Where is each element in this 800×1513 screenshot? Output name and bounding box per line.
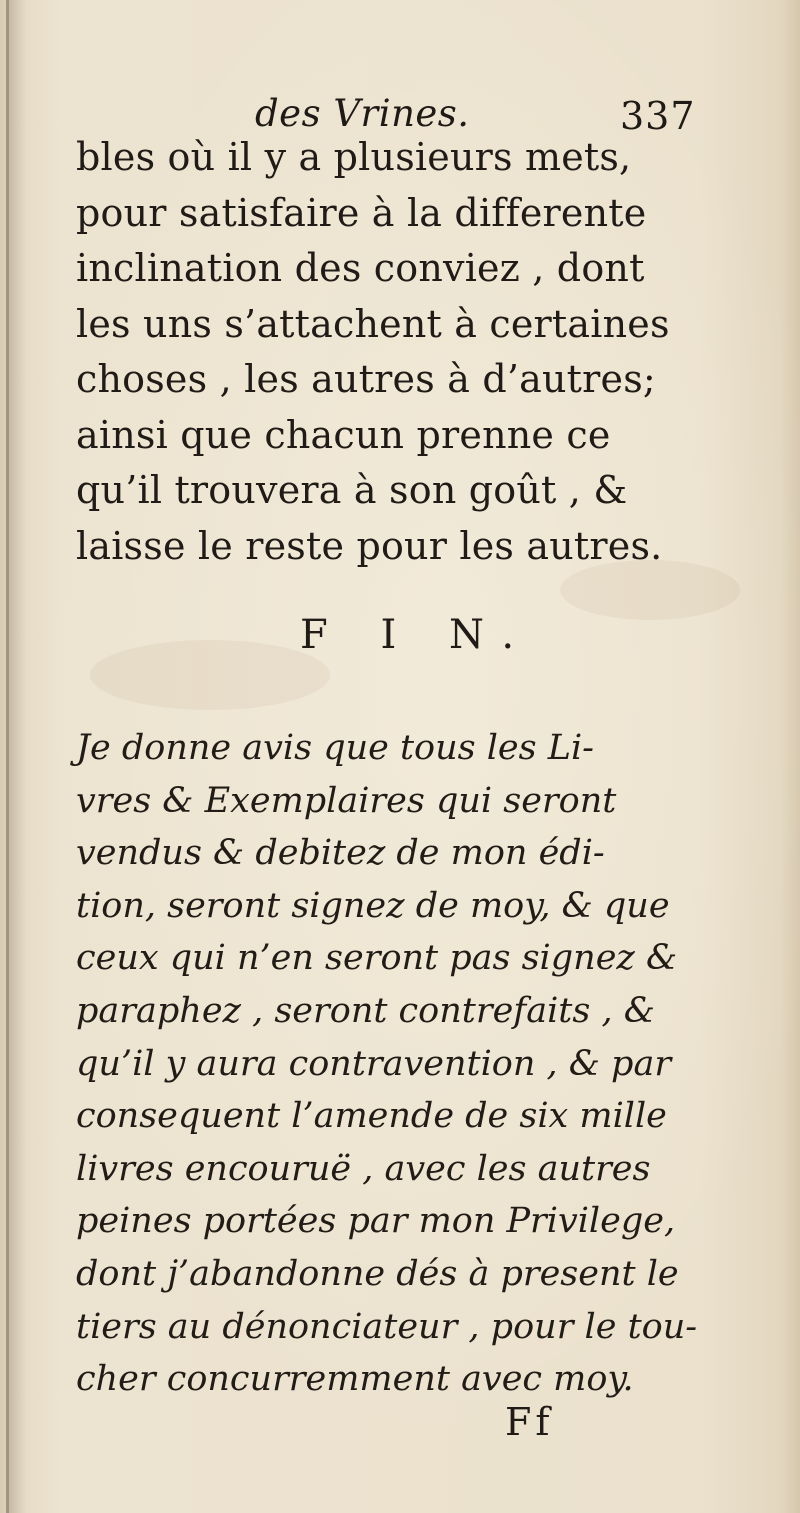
notice-line: consequent l’amende de six mille (76, 1096, 667, 1137)
text-line: choses , les autres à d’autres; (76, 357, 656, 401)
page-number: 337 (620, 94, 696, 138)
notice-line: livres encouruë , avec les autres (76, 1148, 651, 1189)
text-line: bles où il y a plusieurs mets, (76, 135, 632, 179)
gutter-shadow (9, 0, 27, 1513)
signature-mark: Ff (505, 1400, 554, 1444)
running-title: des Vrines. (255, 92, 470, 135)
notice-line: paraphez , seront contrefaits , & (76, 990, 655, 1031)
text-line: laisse le reste pour les autres. (76, 523, 663, 568)
notice-line: dont j’abandonne dés à present le (76, 1253, 679, 1294)
notice-line: vres & Exemplaires qui seront (76, 780, 617, 821)
body-paragraph (76, 130, 736, 574)
fin-heading: F I N. (300, 612, 535, 658)
text-line: qu’il trouvera à son goût , & (76, 468, 628, 512)
notice-line: qu’il y aura contravention , & par (76, 1043, 672, 1084)
text-line: inclination des conviez , dont (76, 246, 645, 290)
paper-stain (90, 640, 330, 710)
text-line: les uns s’attachent à certaines (76, 301, 670, 346)
notice-line: tiers au dénonciateur , pour le tou- (76, 1306, 698, 1347)
privilege-notice (76, 722, 756, 1406)
notice-line: tion, seront signez de moy, & que (76, 885, 670, 926)
notice-line: cher concurremment avec moy. (76, 1359, 634, 1400)
notice-line: Je donne avis que tous les Li- (76, 728, 594, 768)
text-line: ainsi que chacun prenne ce (76, 412, 611, 457)
notice-line: peines portées par mon Privilege, (76, 1201, 676, 1242)
notice-line: ceux qui n’en seront pas signez & (76, 938, 678, 979)
notice-line: vendus & debitez de mon édi- (76, 833, 605, 874)
text-line: pour satisfaire à la differente (76, 190, 647, 235)
